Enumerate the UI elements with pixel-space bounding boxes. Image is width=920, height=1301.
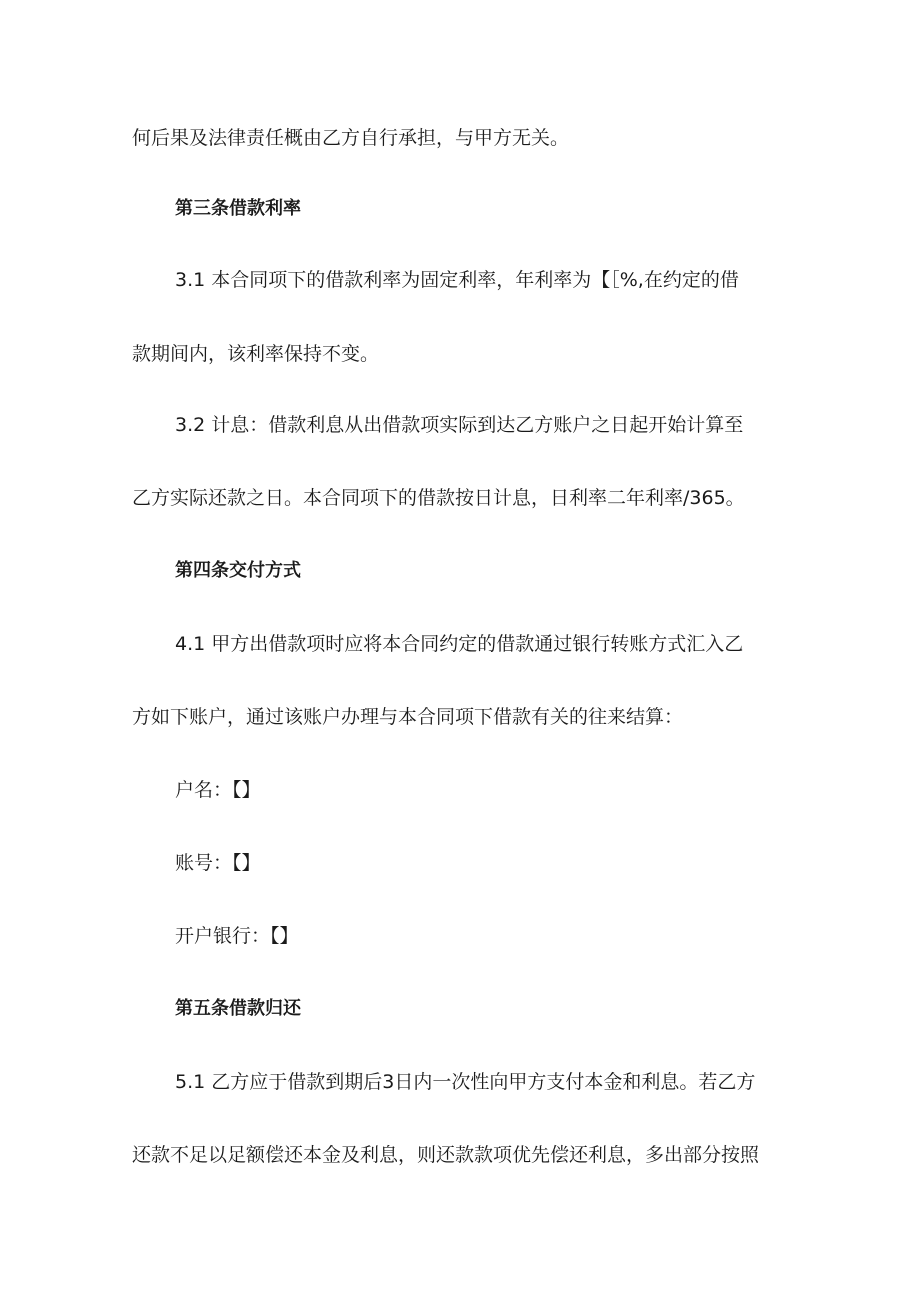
clause-3-2-line-2: 乙方实际还款之日。本合同项下的借款按日计息，日利率二年利率/365。 xyxy=(132,487,745,509)
clause-5-1-line-1: 5.1 乙方应于借款到期后3日内一次性向甲方支付本金和利息。若乙方 xyxy=(175,1071,756,1093)
account-number-field: 账号：【】 xyxy=(175,852,261,874)
clause-3-1-line-2: 款期间内，该利率保持不变。 xyxy=(132,343,380,365)
clause-3-1-line-1: 3.1 本合同项下的借款利率为固定利率，年利率为【［%,在约定的借 xyxy=(175,269,739,291)
clause-4-1-line-2: 方如下账户，通过该账户办理与本合同项下借款有关的往来结算： xyxy=(132,706,684,728)
clause-4-1-line-1: 4.1 甲方出借款项时应将本合同约定的借款通过银行转账方式汇入乙 xyxy=(175,633,744,655)
clause-3-2-line-1: 3.2 计息：借款利息从出借款项实际到达乙方账户之日起开始计算至 xyxy=(175,414,744,436)
section-heading-article-4: 第四条交付方式 xyxy=(175,560,301,581)
bank-name-field: 开户银行：【】 xyxy=(175,925,299,947)
clause-5-1-line-2: 还款不足以足额偿还本金及利息，则还款款项优先偿还利息，多出部分按照 xyxy=(132,1144,760,1166)
section-heading-article-3: 第三条借款利率 xyxy=(175,198,301,219)
account-name-field: 户名：【】 xyxy=(175,779,261,801)
text-line: 何后果及法律责任概由乙方自行承担，与甲方无关。 xyxy=(132,127,570,149)
section-heading-article-5: 第五条借款归还 xyxy=(175,998,301,1019)
